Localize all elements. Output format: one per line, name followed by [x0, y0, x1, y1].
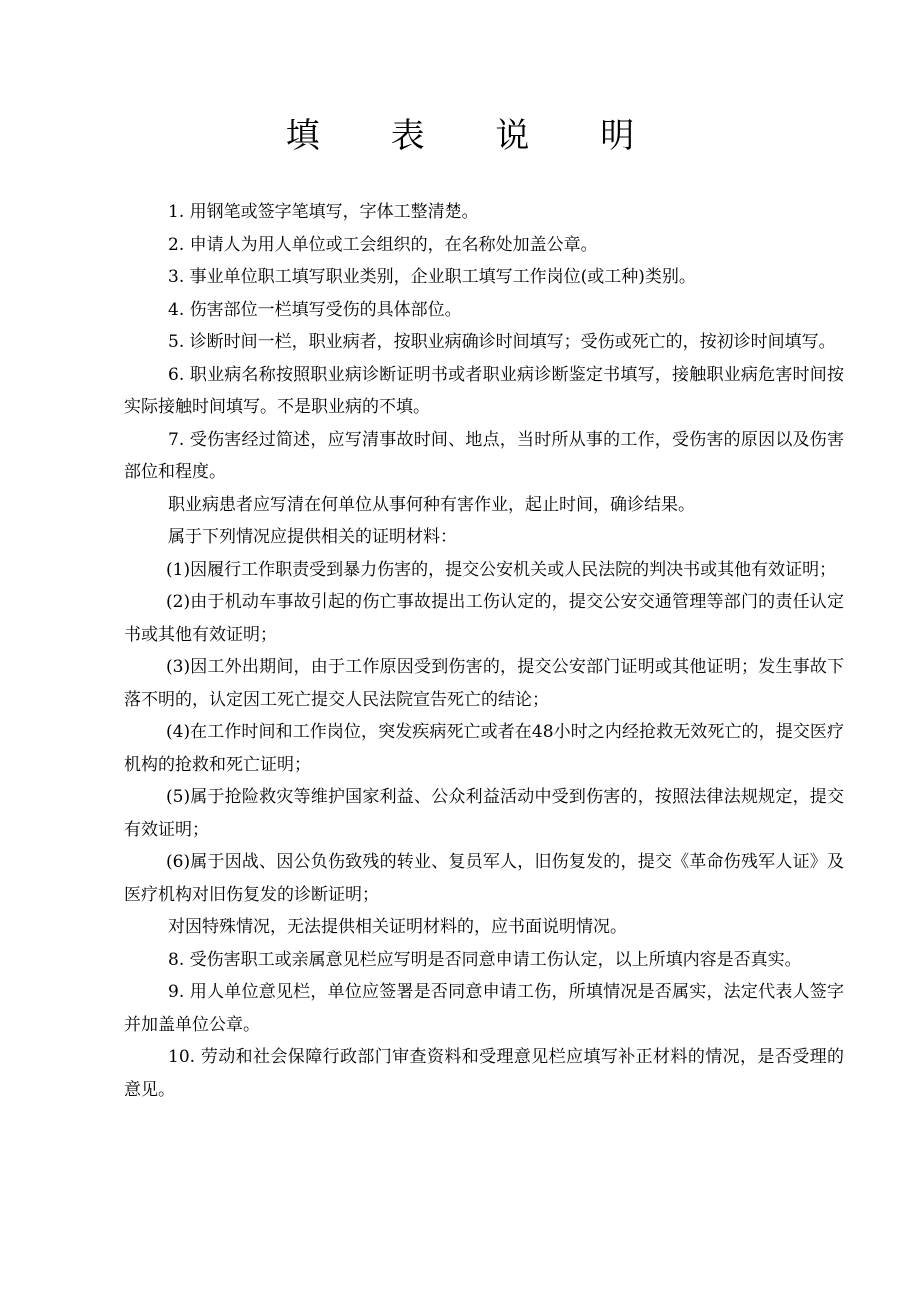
proof-item-3: (3)因工外出期间，由于工作原因受到伤害的，提交公安部门证明或其他证明；发生事故下落不明的，认定因工死亡提交人民法院宣告死亡的结论； — [124, 657, 844, 710]
proof-item-6: (6)属于因战、因公负伤致残的转业、复员军人，旧伤复发的，提交《革命伤残军人证》及医疗机构对旧伤复发的诊断证明； — [124, 852, 844, 905]
occupational-disease-note: 职业病患者应写清在何单位从事何种有害作业，起止时间，确诊结果。 — [168, 494, 695, 515]
page-title: 填 表 说 明 — [285, 116, 665, 156]
instruction-item-9: 9. 用人单位意见栏，单位应签署是否同意申请工伤，所填情况是否属实，法定代表人签字并加盖单位公章。 — [124, 982, 844, 1035]
instruction-item-5: 5. 诊断时间一栏，职业病者，按职业病确诊时间填写；受伤或死亡的，按初诊时间填写。 — [168, 332, 836, 352]
proof-item-4: (4)在工作时间和工作岗位，突发疾病死亡或者在48小时之内经抢救无效死亡的，提交医疗机构的抢救和死亡证明； — [124, 722, 844, 775]
instruction-item-3: 3. 事业单位职工填写职业类别，企业职工填写工作岗位(或工种)类别。 — [168, 267, 696, 287]
instructions-body — [124, 196, 844, 1106]
instruction-item-10: 10. 劳动和社会保障行政部门审查资料和受理意见栏应填写补正材料的情况，是否受理的意见。 — [124, 1047, 844, 1100]
instruction-item-6: 6. 职业病名称按照职业病诊断证明书或者职业病诊断鉴定书填写，接触职业病危害时间按实际接触时间填写。不是职业病的不填。 — [124, 364, 844, 417]
proof-materials-intro: 属于下列情况应提供相关的证明材料： — [168, 527, 457, 547]
instruction-item-7: 7. 受伤害经过简述，应写清事故时间、地点，当时所从事的工作，受伤害的原因以及伤害部位和程度。 — [124, 429, 844, 482]
special-circumstances-note: 对因特殊情况，无法提供相关证明材料的，应书面说明情况。 — [168, 917, 627, 937]
instruction-item-4: 4. 伤害部位一栏填写受伤的具体部位。 — [168, 299, 462, 320]
instruction-item-1: 1. 用钢笔或签字笔填写，字体工整清楚。 — [168, 202, 479, 222]
proof-item-2: (2)由于机动车事故引起的伤亡事故提出工伤认定的，提交公安交通管理等部门的责任认定书或其他有效证明； — [124, 592, 844, 645]
instruction-item-8: 8. 受伤害职工或亲属意见栏应写明是否同意申请工伤认定，以上所填内容是否真实。 — [168, 949, 802, 970]
proof-item-5: (5)属于抢险救灾等维护国家利益、公众利益活动中受到伤害的，按照法律法规规定，提交有效证明； — [124, 787, 844, 840]
proof-item-1: (1)因履行工作职责受到暴力伤害的，提交公安机关或人民法院的判决书或其他有效证明； — [166, 559, 837, 580]
instruction-item-2: 2. 申请人为用人单位或工会组织的，在名称处加盖公章。 — [168, 234, 598, 255]
